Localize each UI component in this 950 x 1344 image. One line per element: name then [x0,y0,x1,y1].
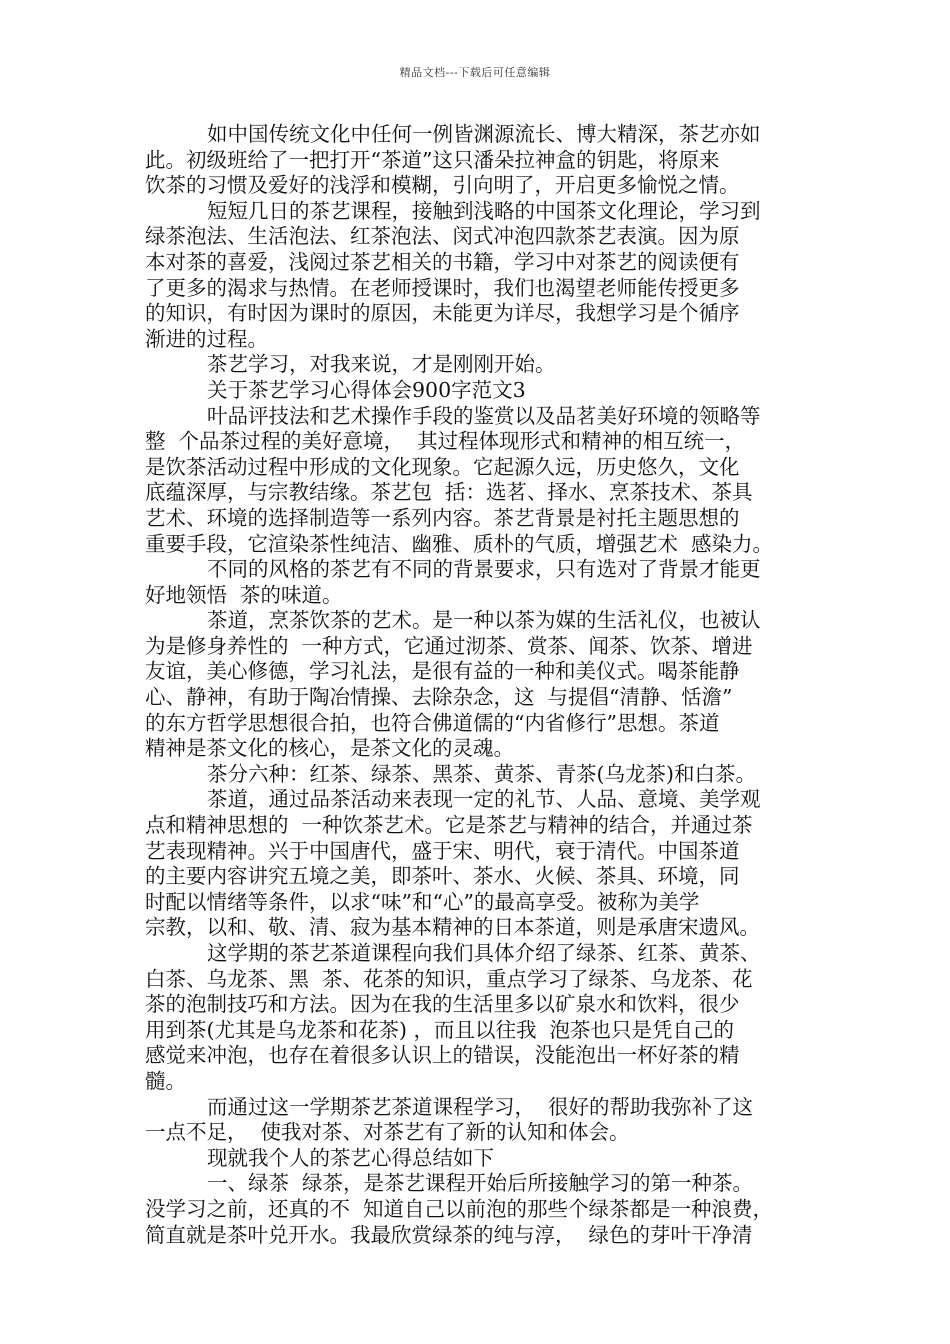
section-title: 关于茶艺学习心得体会900字范文3 [207,377,526,402]
text-line: 整 个品茶过程的美好意境， 其过程体现形式和精神的相互统一， [145,429,746,454]
text-line: 友谊，美心修德，学习礼法，是很有益的一种和美仪式。喝茶能静 [145,659,740,684]
text-line: 心、静神，有助于陶冶情操、去除杂念，这 与提倡“清静、恬澹” [145,685,733,710]
text-line: 茶分六种：红茶、绿茶、黑茶、黄茶、青茶(乌龙茶)和白茶。 [207,761,756,786]
text-line: 茶道，烹茶饮茶的艺术。是一种以茶为媒的生活礼仪，也被认 [207,608,761,633]
text-line: 一点不足， 使我对茶、对茶艺有了新的认知和体会。 [145,1120,630,1145]
text-line: 的主要内容讲究五境之美，即茶叶、茶水、火候、茶具、环境，同 [145,864,740,889]
text-line: 是饮茶活动过程中形成的文化现象。它起源久远，历史悠久，文化 [145,454,740,479]
text-line: 一、绿茶 绿茶，是茶艺课程开始后所接触学习的第一种茶。 [207,1171,754,1196]
text-line: 感觉来冲泡，也存在着很多认识上的错误，没能泡出一杯好茶的精 [145,1043,740,1068]
text-line: 没学习之前，还真的不 知道自己以前泡的那些个绿茶都是一种浪费， [145,1196,774,1221]
text-line: 不同的风格的茶艺有不同的背景要求，只有选对了背景才能更 [207,557,761,582]
text-line: 用到茶(尤其是乌龙茶和花茶) ，而且以往我 泡茶也只是凭自己的 [145,1017,735,1042]
text-line: 茶道，通过品茶活动来表现一定的礼节、人品、意境、美学观 [207,787,761,812]
text-line: 茶的泡制技巧和方法。因为在我的生活里多以矿泉水和饮料，很少 [145,992,740,1017]
text-line: 的知识，有时因为课时的原因，未能更为详尽，我想学习是个循序 [145,301,740,326]
text-line: 为是修身养性的 一种方式，它通过沏茶、赏茶、闻茶、饮茶、增进 [145,633,753,658]
text-line: 底蕴深厚，与宗教结缘。茶艺包 括：选茗、择水、烹茶技术、茶具 [145,480,753,505]
text-line: 而通过这一学期茶艺茶道课程学习， 很好的帮助我弥补了这 [207,1094,754,1119]
text-line: 短短几日的茶艺课程，接触到浅略的中国茶文化理论，学习到 [207,198,761,223]
page-header: 精品文档---下载后可任意编辑 [399,66,551,79]
text-line: 现就我个人的茶艺心得总结如下 [207,1145,494,1170]
text-line: 如中国传统文化中任何一例皆渊源流长、博大精深，茶艺亦如 [207,122,761,146]
text-line: 绿茶泡法、生活泡法、红茶泡法、闵式冲泡四款茶艺表演。因为原 [145,224,740,249]
text-line: 这学期的茶艺茶道课程向我们具体介绍了绿茶、红茶、黄茶、 [207,941,761,965]
text-line: 时配以情绪等条件，以求“味”和“心”的最高享受。被称为美学 [145,889,700,914]
text-line: 茶艺学习，对我来说，才是刚刚开始。 [207,352,556,377]
text-line: 艺表现精神。兴于中国唐代，盛于宋、明代，衰于清代。中国茶道 [145,838,740,863]
text-line: 本对茶的喜爱，浅阅过茶艺相关的书籍，学习中对茶艺的阅读便有 [145,249,740,274]
text-line: 白茶、乌龙茶、黑 茶、花茶的知识，重点学习了绿茶、乌龙茶、花 [145,966,753,991]
text-line: 宗教，以和、敬、清、寂为基本精神的日本茶道，则是承唐宋遗风。 [145,915,760,940]
text-line: 的东方哲学思想很合拍，也符合佛道儒的“内省修行”思想。茶道 [145,710,720,735]
text-line: 了更多的渴求与热情。在老师授课时，我们也渴望老师能传授更多 [145,275,740,300]
document-body [145,122,813,1248]
text-line: 渐进的过程。 [145,326,268,351]
text-line: 髓。 [145,1068,186,1093]
text-line: 艺术、环境的选择制造等一系列内容。茶艺背景是衬托主题思想的 [145,505,740,530]
text-line: 简直就是茶叶兑开水。我最欣赏绿茶的纯与淳， 绿色的芽叶干净清 [145,1222,753,1247]
text-line: 点和精神思想的 一种饮茶艺术。它是茶艺与精神的结合，并通过茶 [145,813,753,838]
text-line: 重要手段，它渲染茶性纯洁、幽雅、质朴的气质，增强艺术 感染力。 [145,531,774,556]
text-line: 此。初级班给了一把打开“茶道”这只潘朵拉神盒的钥匙，将原来 [145,147,720,172]
text-line: 好地领悟 茶的味道。 [145,582,343,607]
text-line: 叶品评技法和艺术操作手段的鉴赏以及品茗美好环境的领略等 [207,403,761,428]
text-line: 饮茶的习惯及爱好的浅浮和模糊，引向明了，开启更多愉悦之情。 [145,173,740,198]
text-line: 精神是茶文化的核心，是茶文化的灵魂。 [145,736,514,761]
